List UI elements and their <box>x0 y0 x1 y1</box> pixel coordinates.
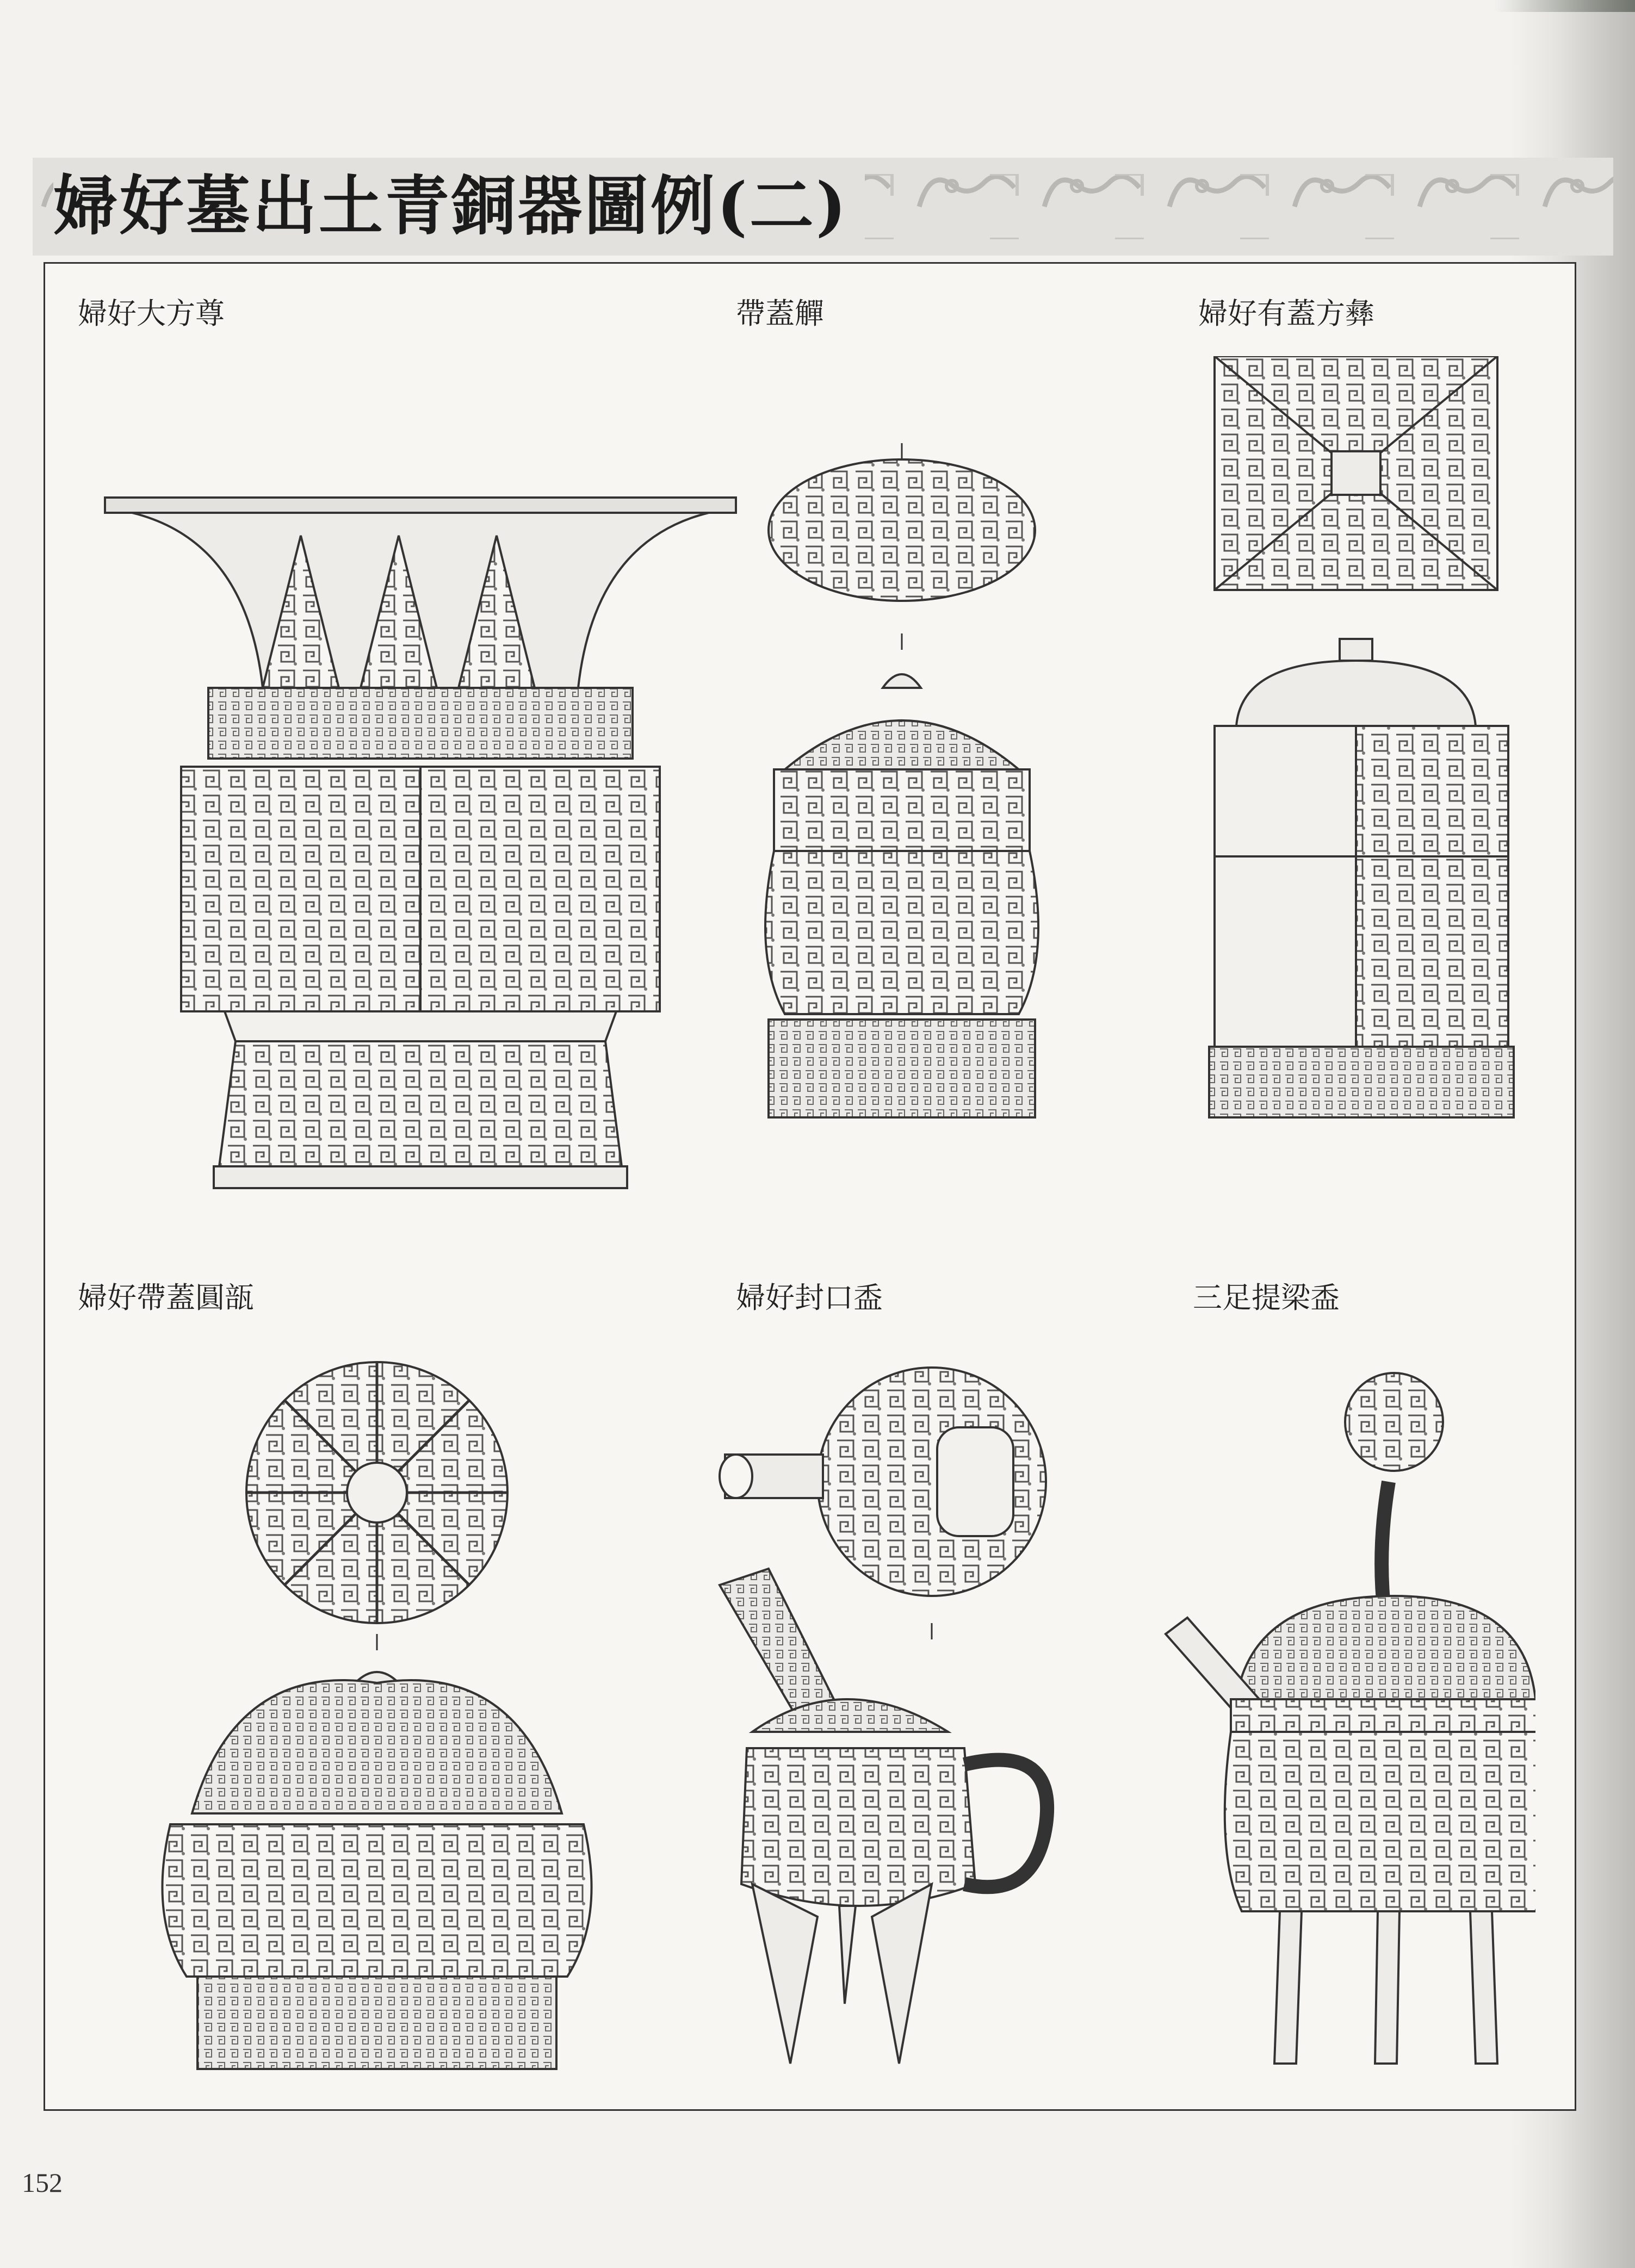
tripod-handled-he-drawing <box>1155 1362 1535 2085</box>
figure-caption-yi: 婦好有蓋方彝 <box>1198 296 1374 331</box>
figure-caption-bu: 婦好帶蓋圓瓿 <box>78 1281 254 1315</box>
covered-zhi-drawing <box>752 443 1057 1194</box>
figure-caption-he: 婦好封口盉 <box>736 1281 883 1315</box>
sealed-he-drawing <box>709 1362 1133 2085</box>
figure-panel <box>44 262 1576 2111</box>
scan-edge-shadow <box>1494 0 1635 12</box>
fanghao-zun-drawing <box>100 492 741 1199</box>
figure-caption-zhi: 帶蓋觶 <box>736 296 824 331</box>
page-number: 152 <box>22 2167 63 2198</box>
figure-caption-tiliang-he: 三足提梁盉 <box>1193 1281 1340 1315</box>
covered-round-bu-drawing <box>138 1357 643 2074</box>
page-title: 婦好墓出土青銅器圖例(二) <box>53 171 865 241</box>
title-band <box>33 158 1613 256</box>
figure-caption-zun: 婦好大方尊 <box>78 296 225 331</box>
covered-fangyi-drawing <box>1193 356 1519 1155</box>
